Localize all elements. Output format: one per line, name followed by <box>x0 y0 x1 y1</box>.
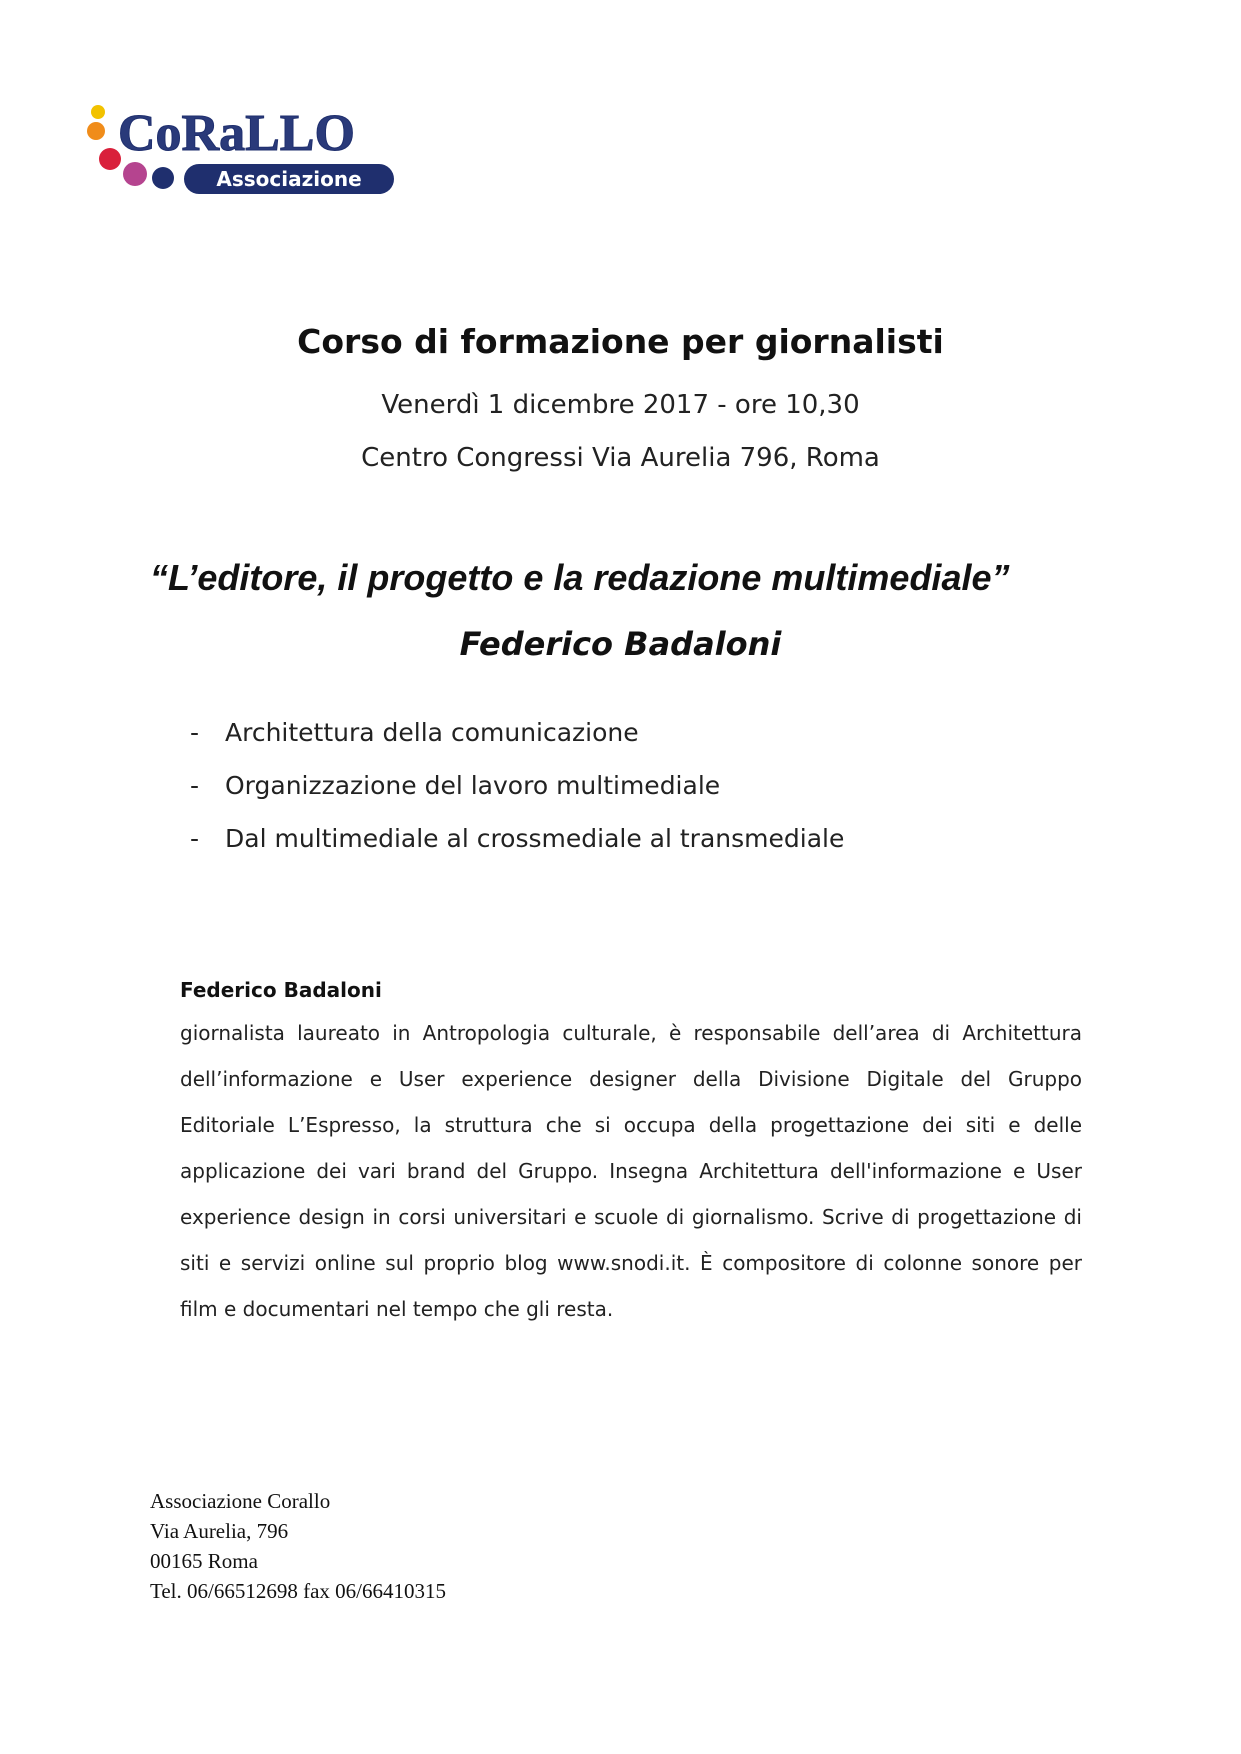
logo-dot-yellow <box>91 105 105 119</box>
logo-dot-magenta <box>123 162 147 186</box>
logo-dot-orange <box>87 122 105 140</box>
logo-dot-navy <box>152 167 174 189</box>
footer-city: 00165 Roma <box>150 1549 258 1573</box>
list-marker: - <box>190 718 200 747</box>
list-item <box>190 771 844 824</box>
list-item <box>190 824 844 877</box>
topic-text: Organizzazione del lavoro multimediale <box>225 771 721 800</box>
event-place: Centro Congressi Via Aurelia 796, Roma <box>361 443 880 473</box>
speaker-name: Federico Badaloni <box>459 625 782 663</box>
logo-wordmark: CoRaLLO <box>118 105 355 162</box>
list-marker: - <box>190 771 200 800</box>
footer-phone: Tel. 06/66512698 fax 06/66410315 <box>150 1579 446 1603</box>
footer-org: Associazione Corallo <box>150 1489 331 1513</box>
list-item <box>190 718 844 771</box>
footer-street: Via Aurelia, 796 <box>150 1519 289 1543</box>
talk-title: “L’editore, il progetto e la redazione multimediale” <box>150 557 1010 598</box>
speaker-bio <box>180 978 1082 1332</box>
list-marker: - <box>190 824 200 853</box>
corallo-logo <box>86 98 406 202</box>
topic-text: Dal multimediale al crossmediale al transmediale <box>225 824 845 853</box>
bio-name: Federico Badaloni <box>180 978 382 1002</box>
event-date: Venerdì 1 dicembre 2017 - ore 10,30 <box>381 390 860 420</box>
topic-text: Architettura della comunicazione <box>225 718 639 747</box>
topics-list <box>190 718 844 877</box>
logo-subtitle: Associazione <box>216 167 362 191</box>
footer-address <box>150 1486 446 1606</box>
bio-text: giornalista laureato in Antropologia culturale, è responsabile dell’area di Architettura dell’informazione e User experience designer della Divisione Digitale del Gruppo Editoriale L’Espresso, la struttura che si occupa della progettazione dei siti e delle applicazione dei vari brand del Gruppo. Insegna Architettura dell'informazione e User experience design in corsi universitari e scuole di giornalismo. Scrive di progettazione di siti e servizi online sul proprio blog www.snodi.it. È compositore di colonne sonore per film e documentari nel tempo che gli resta. <box>180 1021 1082 1321</box>
course-title: Corso di formazione per giornalisti <box>297 322 944 361</box>
